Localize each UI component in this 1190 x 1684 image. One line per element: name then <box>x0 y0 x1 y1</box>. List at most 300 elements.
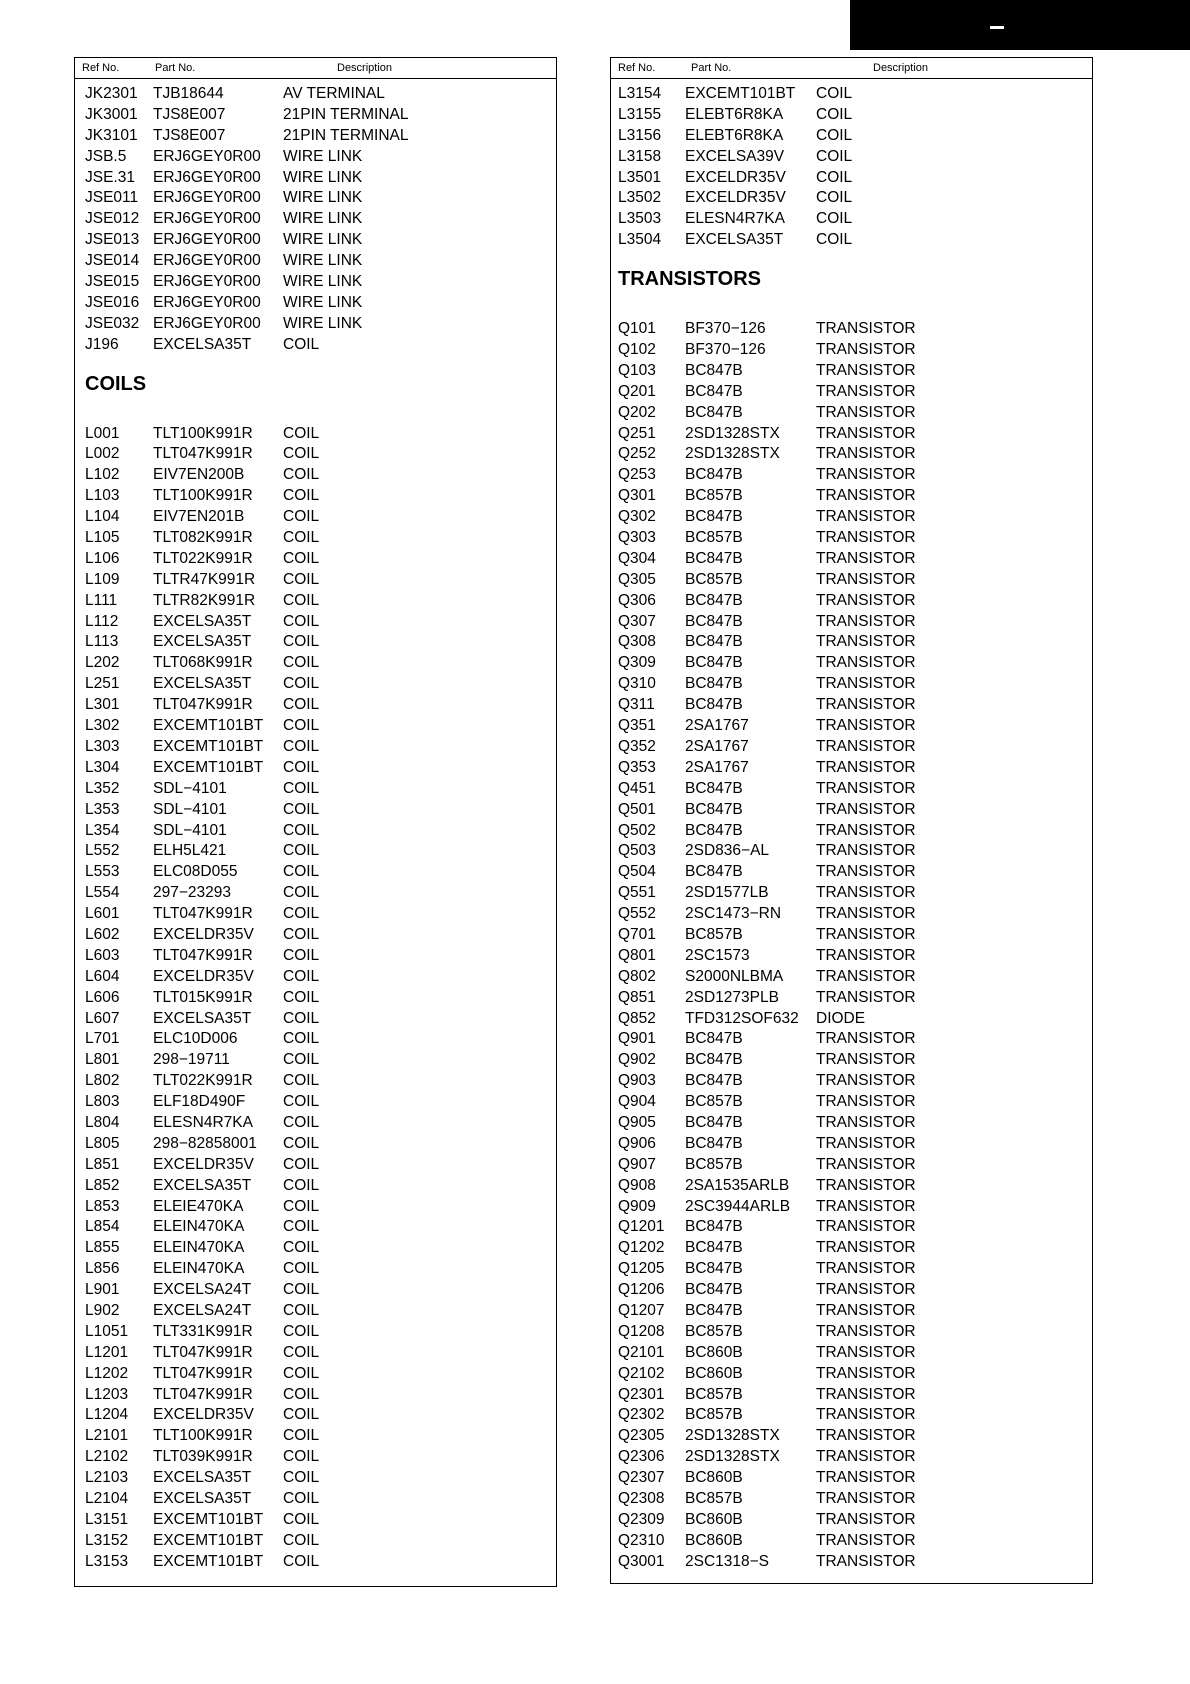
description-cell: TRANSISTOR <box>816 1510 916 1528</box>
part-no-cell: TLT047K991R <box>153 905 253 923</box>
table-row <box>75 1134 556 1155</box>
part-no-cell: BC847B <box>685 549 743 567</box>
description-cell: COIL <box>283 758 320 776</box>
ref-no-cell: L354 <box>85 821 120 839</box>
part-no-cell: ERJ6GEY0R00 <box>153 231 261 249</box>
ref-no-cell: Q802 <box>618 967 656 985</box>
description-cell: COIL <box>283 1406 320 1424</box>
ref-no-cell: Q1206 <box>618 1281 665 1299</box>
header-part-no: Part No. <box>155 62 196 74</box>
table-row <box>611 209 1092 230</box>
part-no-cell: EXCELDR35V <box>153 967 254 985</box>
ref-no-cell: Q309 <box>618 654 656 672</box>
table-row <box>75 988 556 1009</box>
part-no-cell: EXCELSA39V <box>685 147 785 165</box>
description-cell: COIL <box>283 1113 320 1131</box>
description-cell: TRANSISTOR <box>816 1281 916 1299</box>
ref-no-cell: L1204 <box>85 1406 129 1424</box>
table-row <box>611 967 1092 988</box>
description-cell: COIL <box>816 231 853 249</box>
table-row <box>611 1510 1092 1531</box>
table-row <box>611 653 1092 674</box>
ref-no-cell: Q352 <box>618 737 656 755</box>
description-cell: TRANSISTOR <box>816 591 916 609</box>
table-row <box>75 632 556 653</box>
table-row <box>611 465 1092 486</box>
ref-no-cell: Q1205 <box>618 1260 665 1278</box>
description-cell: COIL <box>283 1448 320 1466</box>
part-no-cell: TJS8E007 <box>153 126 226 144</box>
part-no-cell: TLT047K991R <box>153 1343 253 1361</box>
table-row <box>611 1071 1092 1092</box>
section-title: TRANSISTORS <box>618 268 761 291</box>
table-row <box>75 1092 556 1113</box>
part-no-cell: TLT047K991R <box>153 946 253 964</box>
description-cell: TRANSISTOR <box>816 654 916 672</box>
description-cell: COIL <box>283 508 320 526</box>
table-row <box>75 1217 556 1238</box>
part-no-cell: 2SD1328STX <box>685 1427 780 1445</box>
ref-no-cell: L002 <box>85 445 120 463</box>
ref-no-cell: L802 <box>85 1072 120 1090</box>
table-row <box>611 737 1092 758</box>
table-row <box>75 1259 556 1280</box>
table-row <box>75 1468 556 1489</box>
part-no-cell: BC847B <box>685 612 743 630</box>
description-cell: TRANSISTOR <box>816 717 916 735</box>
ref-no-cell: Q310 <box>618 675 656 693</box>
part-no-cell: BC857B <box>685 487 743 505</box>
description-cell: COIL <box>283 1093 320 1111</box>
description-cell: COIL <box>816 126 853 144</box>
ref-no-cell: Q306 <box>618 591 656 609</box>
description-cell: TRANSISTOR <box>816 696 916 714</box>
table-row <box>611 821 1092 842</box>
section-heading-coils <box>75 356 556 424</box>
description-cell: TRANSISTOR <box>816 633 916 651</box>
table-header <box>611 58 1092 79</box>
description-cell: COIL <box>283 424 320 442</box>
ref-no-cell: L1203 <box>85 1385 129 1403</box>
table-row <box>75 1405 556 1426</box>
ref-no-cell: L3153 <box>85 1552 129 1570</box>
table-row <box>75 105 556 126</box>
ref-no-cell: Q502 <box>618 821 656 839</box>
description-cell: TRANSISTOR <box>816 779 916 797</box>
part-no-cell: EXCELSA35T <box>153 612 252 630</box>
table-row <box>611 1322 1092 1343</box>
description-cell: COIL <box>816 189 853 207</box>
table-row <box>611 1155 1092 1176</box>
table-row <box>75 507 556 528</box>
table-row <box>75 549 556 570</box>
description-cell: TRANSISTOR <box>816 529 916 547</box>
description-cell: COIL <box>283 800 320 818</box>
ref-no-cell: L109 <box>85 570 120 588</box>
ref-no-cell: L901 <box>85 1281 120 1299</box>
table-row <box>611 444 1092 465</box>
description-cell: WIRE LINK <box>283 252 363 270</box>
table-row <box>75 465 556 486</box>
ref-no-cell: L2101 <box>85 1427 129 1445</box>
description-cell: COIL <box>283 591 320 609</box>
ref-no-cell: Q852 <box>618 1009 656 1027</box>
description-cell: TRANSISTOR <box>816 466 916 484</box>
table-row <box>75 904 556 925</box>
parts-table-right <box>610 57 1093 1584</box>
description-cell: COIL <box>283 863 320 881</box>
part-no-cell: EXCELSA35T <box>153 1490 252 1507</box>
part-no-cell: BC847B <box>685 696 743 714</box>
ref-no-cell: Q102 <box>618 341 656 359</box>
ref-no-cell: L3502 <box>618 189 662 207</box>
table-row <box>611 424 1092 445</box>
description-cell: COIL <box>283 487 320 505</box>
part-no-cell: ELEIN470KA <box>153 1260 245 1278</box>
part-no-cell: EXCEMT101BT <box>153 1531 264 1549</box>
part-no-cell: EXCELDR35V <box>153 1406 254 1424</box>
ref-no-cell: Q305 <box>618 570 656 588</box>
part-no-cell: BC847B <box>685 1030 743 1048</box>
part-no-cell: 2SC1473−RN <box>685 905 782 923</box>
ref-no-cell: Q701 <box>618 925 656 943</box>
description-cell: TRANSISTOR <box>816 821 916 839</box>
table-row <box>611 904 1092 925</box>
dash-mark <box>990 26 1004 29</box>
part-no-cell: TJS8E007 <box>153 105 226 123</box>
ref-no-cell: JSE013 <box>85 231 140 249</box>
table-row <box>611 105 1092 126</box>
description-cell: TRANSISTOR <box>816 1030 916 1048</box>
description-cell: TRANSISTOR <box>816 842 916 860</box>
table-row <box>75 1531 556 1552</box>
ref-no-cell: JSE.31 <box>85 168 135 186</box>
description-cell: COIL <box>283 466 320 484</box>
table-row <box>611 319 1092 340</box>
table-header <box>75 58 556 79</box>
table-row <box>611 988 1092 1009</box>
table-row <box>611 188 1092 209</box>
table-row <box>75 272 556 293</box>
section-heading-transistors <box>611 251 1092 319</box>
page-tab-marker <box>850 0 1190 50</box>
description-cell: COIL <box>283 905 320 923</box>
description-cell: TRANSISTOR <box>816 1385 916 1403</box>
table-row <box>75 862 556 883</box>
description-cell: COIL <box>816 168 853 186</box>
part-no-cell: BC847B <box>685 591 743 609</box>
part-no-cell: 2SD1328STX <box>685 1448 780 1466</box>
table-row <box>611 84 1092 105</box>
table-row <box>75 1489 556 1510</box>
table-row <box>611 1552 1092 1573</box>
table-row <box>75 779 556 800</box>
table-row <box>75 1280 556 1301</box>
table-row <box>611 841 1092 862</box>
description-cell: TRANSISTOR <box>816 967 916 985</box>
table-row <box>611 1426 1092 1447</box>
table-row <box>75 1155 556 1176</box>
table-row <box>611 883 1092 904</box>
ref-no-cell: Q1207 <box>618 1301 665 1319</box>
table-row <box>75 528 556 549</box>
ref-no-cell: L604 <box>85 967 120 985</box>
part-no-cell: BC857B <box>685 1490 743 1507</box>
table-row <box>75 424 556 445</box>
description-cell: COIL <box>283 779 320 797</box>
part-no-cell: EXCELDR35V <box>685 168 786 186</box>
part-no-cell: BC847B <box>685 508 743 526</box>
part-no-cell: BC847B <box>685 1260 743 1278</box>
description-cell: COIL <box>283 1260 320 1278</box>
description-cell: TRANSISTOR <box>816 487 916 505</box>
table-row <box>611 695 1092 716</box>
parts-table-left <box>74 57 557 1587</box>
part-no-cell: ELC10D006 <box>153 1030 238 1048</box>
part-no-cell: BC847B <box>685 633 743 651</box>
part-no-cell: EXCELDR35V <box>685 189 786 207</box>
part-no-cell: ELEBT6R8KA <box>685 126 784 144</box>
ref-no-cell: Q2302 <box>618 1406 665 1424</box>
part-no-cell: BC857B <box>685 1155 743 1173</box>
table-row <box>75 168 556 189</box>
part-no-cell: EXCELSA35T <box>153 1176 252 1194</box>
description-cell: TRANSISTOR <box>816 1448 916 1466</box>
description-cell: COIL <box>283 1051 320 1069</box>
ref-no-cell: JSE016 <box>85 293 140 311</box>
ref-no-cell: L851 <box>85 1155 120 1173</box>
description-cell: COIL <box>816 85 853 102</box>
table-row <box>75 1113 556 1134</box>
description-cell: TRANSISTOR <box>816 1239 916 1257</box>
ref-no-cell: L304 <box>85 758 120 776</box>
table-row <box>611 674 1092 695</box>
description-cell: COIL <box>283 1385 320 1403</box>
description-cell: WIRE LINK <box>283 293 363 311</box>
part-no-cell: ERJ6GEY0R00 <box>153 314 261 332</box>
table-row <box>75 821 556 842</box>
ref-no-cell: Q302 <box>618 508 656 526</box>
description-cell: TRANSISTOR <box>816 1469 916 1487</box>
ref-no-cell: L1201 <box>85 1343 129 1361</box>
table-row <box>611 716 1092 737</box>
ref-no-cell: L553 <box>85 863 120 881</box>
part-no-cell: TLT047K991R <box>153 696 253 714</box>
table-row <box>611 1343 1092 1364</box>
ref-no-cell: Q253 <box>618 466 656 484</box>
table-row <box>611 168 1092 189</box>
ref-no-cell: Q908 <box>618 1176 656 1194</box>
table-row <box>611 1259 1092 1280</box>
table-row <box>75 716 556 737</box>
ref-no-cell: Q504 <box>618 863 656 881</box>
ref-no-cell: L701 <box>85 1030 120 1048</box>
part-no-cell: TLT015K991R <box>153 988 253 1006</box>
ref-no-cell: Q251 <box>618 424 656 442</box>
table-row <box>611 1092 1092 1113</box>
ref-no-cell: Q101 <box>618 320 656 338</box>
description-cell: COIL <box>816 210 853 228</box>
ref-no-cell: Q2309 <box>618 1510 665 1528</box>
ref-no-cell: JSE032 <box>85 314 140 332</box>
ref-no-cell: L353 <box>85 800 120 818</box>
header-part-no: Part No. <box>691 62 732 74</box>
ref-no-cell: Q2307 <box>618 1469 665 1487</box>
part-no-cell: SDL−4101 <box>153 821 227 839</box>
description-cell: WIRE LINK <box>283 168 363 186</box>
part-no-cell: ELF18D490F <box>153 1093 246 1111</box>
part-no-cell: BC847B <box>685 1072 743 1090</box>
description-cell: COIL <box>283 1072 320 1090</box>
part-no-cell: BC847B <box>685 675 743 693</box>
part-no-cell: EXCEMT101BT <box>153 717 264 735</box>
part-no-cell: ELEIN470KA <box>153 1239 245 1257</box>
part-no-cell: BC857B <box>685 1406 743 1424</box>
part-no-cell: BC847B <box>685 821 743 839</box>
part-no-cell: ERJ6GEY0R00 <box>153 189 261 207</box>
part-no-cell: BC860B <box>685 1531 743 1549</box>
ref-no-cell: Q307 <box>618 612 656 630</box>
part-no-cell: SDL−4101 <box>153 779 227 797</box>
part-no-cell: ELH5L421 <box>153 842 227 860</box>
ref-no-cell: L803 <box>85 1093 120 1111</box>
description-cell: COIL <box>283 1510 320 1528</box>
description-cell: DIODE <box>816 1009 866 1027</box>
part-no-cell: BC847B <box>685 1113 743 1131</box>
part-no-cell: EXCEMT101BT <box>153 758 264 776</box>
table-row <box>75 653 556 674</box>
ref-no-cell: Q905 <box>618 1113 656 1131</box>
description-cell: COIL <box>283 1322 320 1340</box>
table-row <box>75 612 556 633</box>
ref-no-cell: L001 <box>85 424 120 442</box>
part-no-cell: EXCEMT101BT <box>153 1510 264 1528</box>
table-row <box>75 591 556 612</box>
part-no-cell: BC847B <box>685 800 743 818</box>
description-cell: COIL <box>283 1134 320 1152</box>
ref-no-cell: L104 <box>85 508 120 526</box>
description-cell: COIL <box>283 1009 320 1027</box>
table-row <box>75 967 556 988</box>
description-cell: TRANSISTOR <box>816 403 916 421</box>
part-no-cell: BC847B <box>685 779 743 797</box>
table-row <box>611 1489 1092 1510</box>
table-row <box>75 188 556 209</box>
part-no-cell: TLT100K991R <box>153 487 253 505</box>
ref-no-cell: L856 <box>85 1260 120 1278</box>
table-row <box>75 1197 556 1218</box>
ref-no-cell: Q2301 <box>618 1385 665 1403</box>
table-row <box>611 1050 1092 1071</box>
description-cell: TRANSISTOR <box>816 1051 916 1069</box>
part-no-cell: BC847B <box>685 1051 743 1069</box>
part-no-cell: 2SC1573 <box>685 946 750 964</box>
table-row <box>611 1217 1092 1238</box>
table-row <box>75 314 556 335</box>
coil-rows-continued <box>611 84 1092 251</box>
table-row <box>611 486 1092 507</box>
description-cell: TRANSISTOR <box>816 1406 916 1424</box>
part-no-cell: 2SA1535ARLB <box>685 1176 790 1194</box>
part-no-cell: 2SD1328STX <box>685 445 780 463</box>
ref-no-cell: Q304 <box>618 549 656 567</box>
table-row <box>75 1343 556 1364</box>
description-cell: COIL <box>283 1030 320 1048</box>
ref-no-cell: Q902 <box>618 1051 656 1069</box>
ref-no-cell: JK2301 <box>85 85 138 102</box>
table-row <box>75 800 556 821</box>
part-no-cell: BC857B <box>685 1322 743 1340</box>
description-cell: COIL <box>283 925 320 943</box>
description-cell: COIL <box>283 1239 320 1257</box>
ref-no-cell: L202 <box>85 654 120 672</box>
description-cell: COIL <box>283 1218 320 1236</box>
description-cell: COIL <box>283 696 320 714</box>
description-cell: COIL <box>283 335 320 353</box>
part-no-cell: EXCEMT101BT <box>153 1552 264 1570</box>
description-cell: TRANSISTOR <box>816 758 916 776</box>
part-no-cell: EXCEMT101BT <box>685 85 796 102</box>
ref-no-cell: L3151 <box>85 1510 129 1528</box>
description-cell: COIL <box>283 737 320 755</box>
table-row <box>611 946 1092 967</box>
part-no-cell: EXCELSA35T <box>685 231 784 249</box>
part-no-cell: BC857B <box>685 570 743 588</box>
table-row <box>611 382 1092 403</box>
table-row <box>611 230 1092 251</box>
part-no-cell: TLT068K991R <box>153 654 253 672</box>
table-row <box>75 570 556 591</box>
table-row <box>75 84 556 105</box>
header-description: Description <box>873 62 929 74</box>
ref-no-cell: Q308 <box>618 633 656 651</box>
table-row <box>611 862 1092 883</box>
ref-no-cell: L111 <box>85 591 118 609</box>
ref-no-cell: Q3001 <box>618 1552 665 1570</box>
description-cell: TRANSISTOR <box>816 925 916 943</box>
description-cell: COIL <box>816 105 853 123</box>
part-no-cell: 297−23293 <box>153 884 232 902</box>
description-cell: COIL <box>283 1343 320 1361</box>
part-no-cell: BF370−126 <box>685 341 766 359</box>
part-no-cell: BF370−126 <box>685 320 766 338</box>
description-cell: 21PIN TERMINAL <box>283 105 409 123</box>
part-no-cell: ELESN4R7KA <box>153 1113 253 1131</box>
table-row <box>611 147 1092 168</box>
table-row <box>75 883 556 904</box>
table-row <box>611 1280 1092 1301</box>
ref-no-cell: JK3001 <box>85 105 138 123</box>
table-row <box>611 361 1092 382</box>
description-cell: TRANSISTOR <box>816 382 916 400</box>
description-cell: TRANSISTOR <box>816 424 916 442</box>
description-cell: TRANSISTOR <box>816 320 916 338</box>
part-no-cell: EXCEMT101BT <box>153 737 264 755</box>
ref-no-cell: L2103 <box>85 1469 129 1487</box>
table-row <box>75 1385 556 1406</box>
table-row <box>611 1009 1092 1030</box>
table-row <box>611 1468 1092 1489</box>
table-row <box>75 737 556 758</box>
table-row <box>75 209 556 230</box>
table-row <box>75 1364 556 1385</box>
table-row <box>611 1364 1092 1385</box>
part-no-cell: BC847B <box>685 1301 743 1319</box>
table-row <box>611 1029 1092 1050</box>
ref-no-cell: L852 <box>85 1176 120 1194</box>
ref-no-cell: Q103 <box>618 361 656 379</box>
table-row <box>75 293 556 314</box>
